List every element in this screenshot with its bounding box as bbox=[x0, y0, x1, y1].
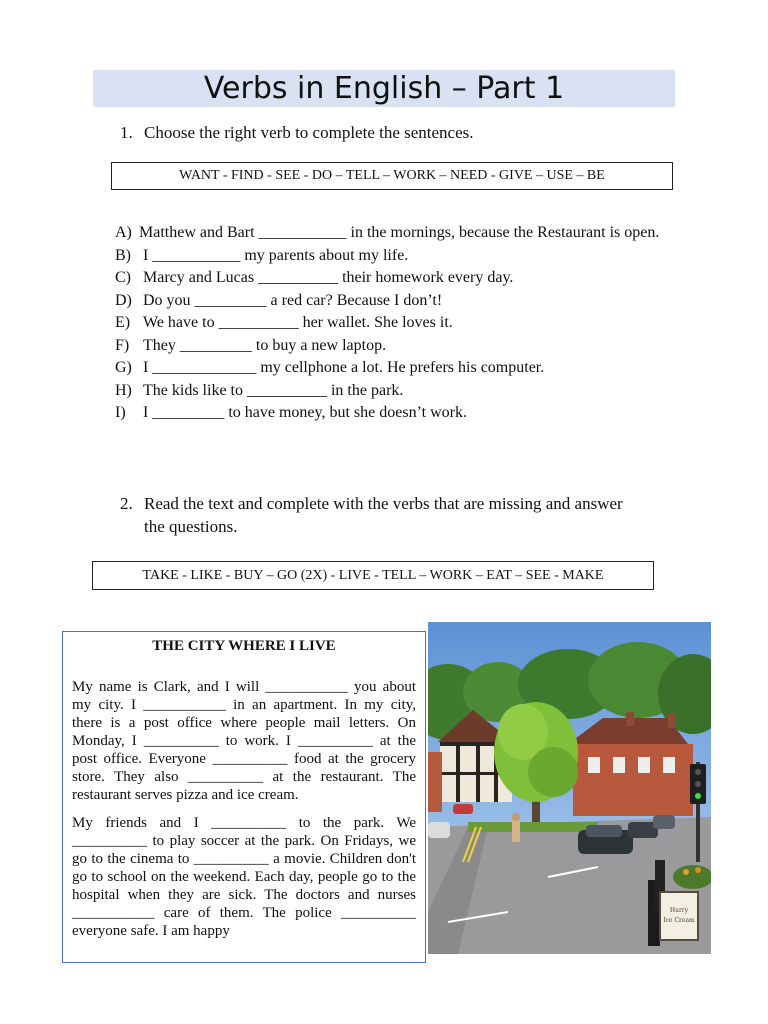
sentence-letter: A) bbox=[115, 224, 132, 241]
sentence-letter: I) bbox=[115, 404, 126, 421]
sentence-letter: F) bbox=[115, 336, 130, 354]
sentence-g bbox=[115, 357, 675, 380]
sentence-list bbox=[115, 222, 675, 425]
sentence-i bbox=[115, 402, 675, 425]
sentence-d bbox=[115, 290, 675, 313]
question-1-number: 1. bbox=[120, 123, 133, 142]
sign-text-1: Hurry bbox=[669, 907, 689, 914]
question-2-heading bbox=[120, 492, 640, 538]
sentence-f bbox=[115, 335, 675, 358]
sentence-letter: G) bbox=[115, 359, 132, 376]
town-street-photo bbox=[428, 622, 711, 954]
word-bank-1: WANT - FIND - SEE - DO – TELL – WORK – NEED - GIVE – USE – BE bbox=[111, 162, 673, 190]
sentence-text: Matthew and Bart ___________ in the mornings, because the Restaurant is open. bbox=[139, 224, 660, 241]
sentence-text: I _____________ my cellphone a lot. He prefers his computer. bbox=[143, 359, 545, 376]
story-paragraph-2: My friends and I __________ to the park. We __________ to play soccer at the park. On Fridays, we go to the cinema to __________ a movie. Children don't go to school on the weekend. Each day, people go to the hospital when they are sick. The doctors and nurses ___________ care of them. The police __________ everyone safe. I am happy bbox=[72, 815, 416, 939]
sign-text-2: Ice Cream bbox=[663, 917, 695, 924]
question-1-heading bbox=[120, 121, 660, 144]
sentence-text: I _________ to have money, but she doesn’t work. bbox=[143, 404, 467, 421]
sentence-text: Do you _________ a red car? Because I don’t! bbox=[143, 291, 443, 309]
story-paragraph-1: My name is Clark, and I will ___________ you about my city. I ___________ in an apartment. In my city, there is a post office where people mail letters. On Monday, I __________ to work. I __________ at the post office. Everyone __________ food at the grocery store. They also __________ at the restaurant. The restaurant serves pizza and ice cream. bbox=[72, 679, 416, 803]
question-2-text: Read the text and complete with the verbs that are missing and answer the questions. bbox=[144, 494, 623, 536]
question-1-text: Choose the right verb to complete the sentences. bbox=[144, 123, 474, 142]
question-2-number: 2. bbox=[120, 494, 133, 513]
sentence-text: We have to __________ her wallet. She loves it. bbox=[143, 314, 453, 331]
sentence-letter: C) bbox=[115, 269, 131, 286]
sentence-text: Marcy and Lucas __________ their homework every day. bbox=[143, 269, 514, 286]
sentence-c bbox=[115, 267, 675, 290]
sentence-h bbox=[115, 380, 675, 403]
story-title: THE CITY WHERE I LIVE bbox=[152, 638, 336, 654]
sentence-text: I ___________ my parents about my life. bbox=[143, 246, 409, 264]
sentence-letter: D) bbox=[115, 291, 132, 309]
sentence-letter: E) bbox=[115, 314, 131, 331]
sentence-text: The kids like to __________ in the park. bbox=[143, 381, 404, 399]
sentence-letter: H) bbox=[115, 381, 132, 399]
sentence-e bbox=[115, 312, 675, 335]
sentence-a bbox=[115, 222, 675, 245]
word-bank-2: TAKE - LIKE - BUY – GO (2X) - LIVE - TELL – WORK – EAT – SEE - MAKE bbox=[92, 561, 654, 590]
page-title: Verbs in English – Part 1 bbox=[93, 70, 675, 107]
story-box bbox=[62, 631, 426, 963]
sentence-text: They _________ to buy a new laptop. bbox=[143, 336, 387, 354]
sentence-letter: B) bbox=[115, 246, 131, 264]
sentence-b bbox=[115, 245, 675, 268]
